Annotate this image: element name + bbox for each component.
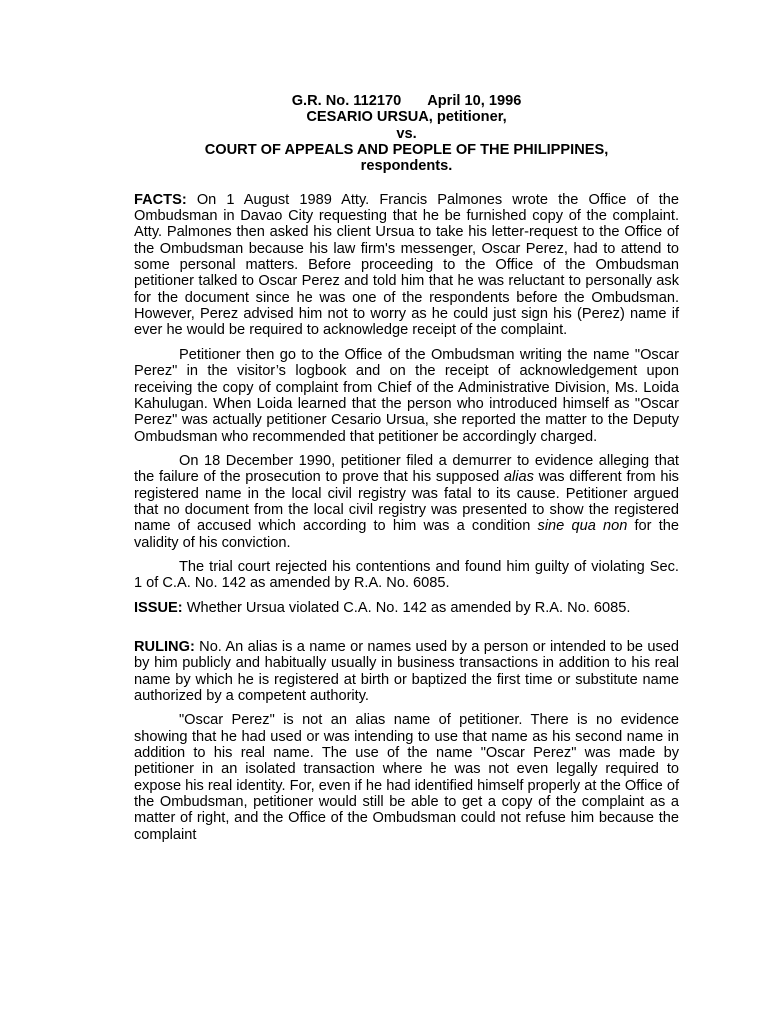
respondents-line-2: respondents.	[360, 158, 453, 175]
facts-paragraph-4: The trial court rejected his contentions and found him guilty of violating Sec. 1 of C.A. No. 142 as amended by R.A. No. 6085.	[134, 558, 679, 592]
ruling-text-1: No. An alias is a name or names used by a person or intended to be used by him publicly and habitually usually in business transactions in addition to his real name by which he is registered at birth or baptized the first time or substitute name authorized by a competent authority.	[134, 638, 679, 704]
versus-line: vs.	[396, 125, 417, 142]
issue-text: Whether Ursua violated C.A. No. 142 as amended by R.A. No. 6085.	[186, 599, 631, 616]
sine-qua-non-term: sine qua non	[537, 518, 628, 535]
facts-paragraph-3	[134, 453, 679, 551]
ruling-label: RULING:	[134, 638, 195, 655]
issue-label: ISSUE:	[134, 599, 183, 616]
case-header	[134, 93, 679, 175]
facts-paragraph-1	[134, 192, 679, 339]
facts-label: FACTS:	[134, 191, 187, 208]
facts-text-3b: was different from his registered name in the local civil registry was fatal to its cause. Petitioner argued that no document from the local civil registry was presented to show the registered name of accused which according to him was a condition	[134, 469, 679, 535]
issue-paragraph	[134, 600, 679, 616]
facts-text-3a: On 18 December 1990, petitioner filed a demurrer to evidence alleging that the failure of the prosecution to prove that his supposed	[134, 452, 679, 486]
document-page	[134, 93, 679, 843]
gr-number: G.R. No. 112170	[291, 93, 402, 109]
decision-date: April 10, 1996	[427, 93, 522, 109]
facts-paragraph-2: Petitioner then go to the Office of the Ombudsman writing the name "Oscar Perez" in the visitor’s logbook and on the receipt of acknowledgement upon receiving the copy of complaint from Chief of the Administrative Division, Ms. Loida Kahulugan. When Loida learned that the person who introduced himself as "Oscar Perez" was actually petitioner Cesario Ursua, she reported the matter to the Deputy Ombudsman who recommended that petitioner be accordingly charged.	[134, 346, 679, 445]
facts-text-1: On 1 August 1989 Atty. Francis Palmones wrote the Office of the Ombudsman in Davao City requesting that he be furnished copy of the complaint. Atty. Palmones then asked his client Ursua to take his letter-request to the Office of the Ombudsman because his law firm's messenger, Oscar Perez, had to attend to some personal matters. Before proceeding to the Office of the Ombudsman petitioner talked to Oscar Perez and told him that he was reluctant to personally ask for the document since he was one of the respondents before the Ombudsman. However, Perez advised him not to worry as he could just sign his (Perez) name if ever he would be required to acknowledge receipt of the complaint.	[134, 191, 679, 339]
ruling-paragraph-2: "Oscar Perez" is not an alias name of petitioner. There is no evidence showing that he had used or was intending to use that name as his second name in addition to his real name. The use of the name "Oscar Perez" was made by petitioner in an isolated transaction where he was not even legally required to expose his real identity. For, even if he had identified himself properly at the Office of the Ombudsman, petitioner would still be able to get a copy of the complaint as a matter of right, and the Office of the Ombudsman could not refuse him because the complaint	[134, 712, 679, 843]
case-number-line	[134, 93, 679, 109]
respondents-line: COURT OF APPEALS AND PEOPLE OF THE PHILIPPINES,	[204, 142, 609, 159]
facts-text-3c: for the validity of his conviction.	[134, 518, 679, 551]
alias-term: alias	[503, 469, 534, 486]
petitioner-line: CESARIO URSUA, petitioner,	[306, 109, 507, 126]
ruling-paragraph-1	[134, 639, 679, 704]
